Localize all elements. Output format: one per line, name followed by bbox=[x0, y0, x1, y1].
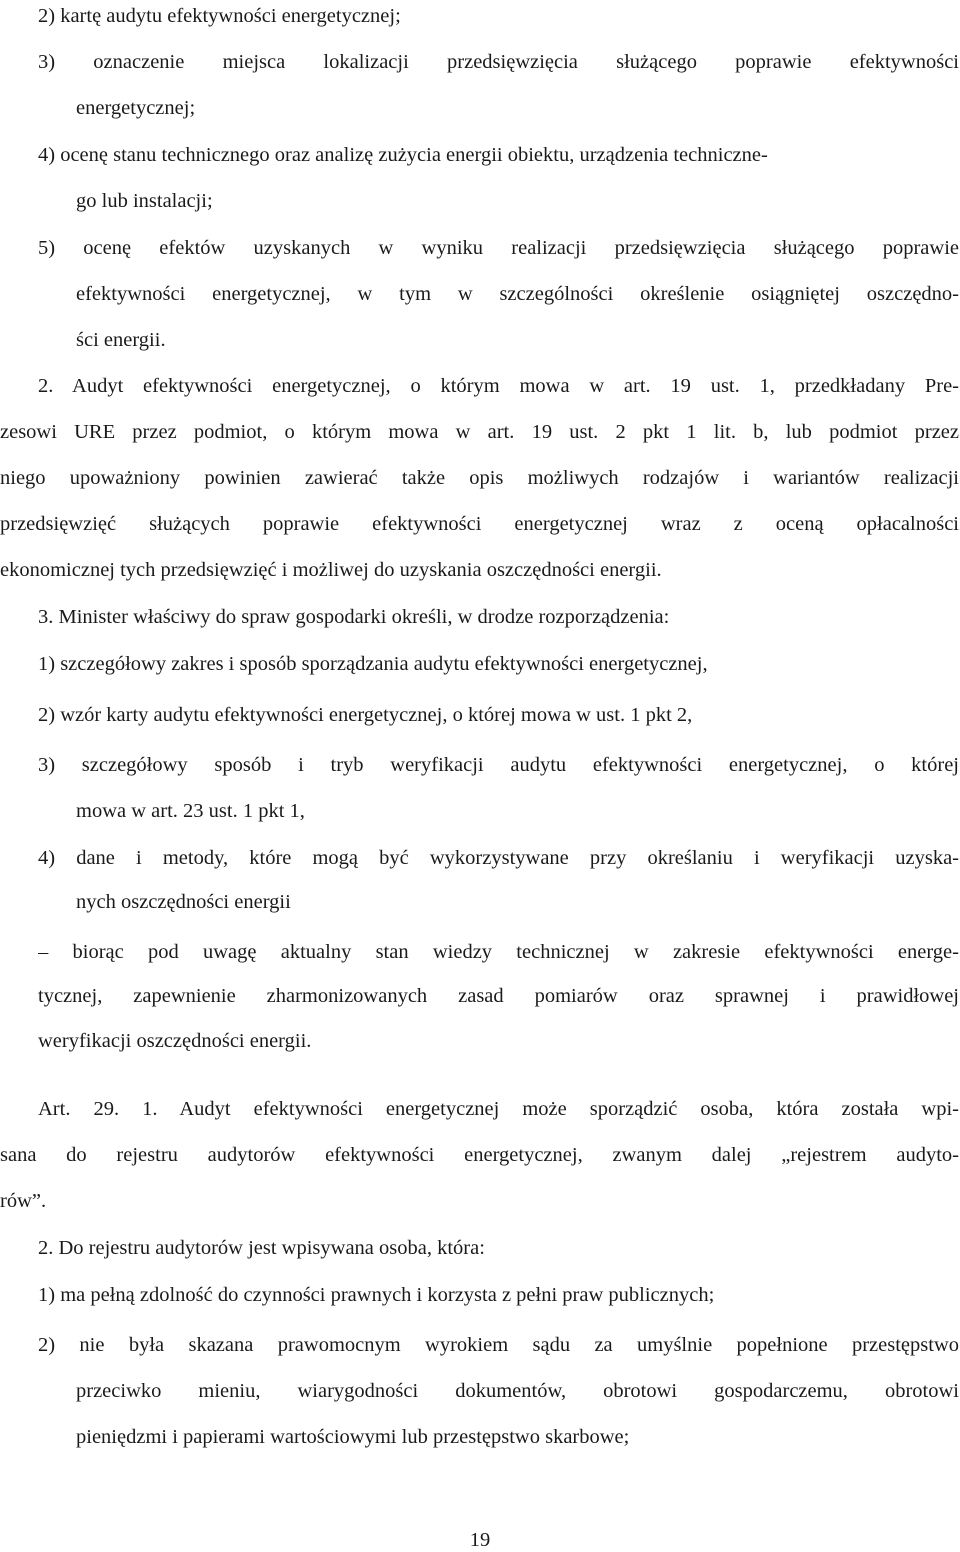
text-line: 2) kartę audytu efektywności energetycznej; bbox=[38, 5, 401, 27]
text-line: tycznej, zapewnienie zharmonizowanych zasad pomiarów oraz sprawnej i prawidłowej bbox=[38, 985, 959, 1007]
text-line: energetycznej; bbox=[76, 97, 196, 119]
text-line: – biorąc pod uwagę aktualny stan wiedzy technicznej w zakresie efektywności energe- bbox=[38, 941, 959, 963]
text-line: nych oszczędności energii bbox=[76, 891, 291, 913]
text-line: go lub instalacji; bbox=[76, 190, 213, 212]
text-line: 2) nie była skazana prawomocnym wyrokiem sądu za umyślnie popełnione przestępstwo bbox=[38, 1334, 959, 1356]
text-line: ekonomicznej tych przedsięwzięć i możliwej do uzyskania oszczędności energii. bbox=[0, 559, 662, 581]
text-line: rów”. bbox=[0, 1190, 47, 1212]
text-line: 3) oznaczenie miejsca lokalizacji przedsięwzięcia służącego poprawie efektywności bbox=[38, 51, 959, 73]
text-line: 1) ma pełną zdolność do czynności prawnych i korzysta z pełni praw publicznych; bbox=[38, 1284, 715, 1306]
text-line: przeciwko mieniu, wiarygodności dokumentów, obrotowi gospodarczemu, obrotowi bbox=[76, 1380, 959, 1402]
text-line: przedsięwzięć służących poprawie efektywności energetycznej wraz z oceną opłacalności bbox=[0, 513, 959, 535]
text-line: 2) wzór karty audytu efektywności energetycznej, o której mowa w ust. 1 pkt 2, bbox=[38, 704, 693, 726]
text-line: zesowi URE przez podmiot, o którym mowa w art. 19 ust. 2 pkt 1 lit. b, lub podmiot przez bbox=[0, 421, 959, 443]
text-line: efektywności energetycznej, w tym w szczególności określenie osiągniętej oszczędno- bbox=[76, 283, 959, 305]
page-number: 19 bbox=[469, 1529, 491, 1551]
text-line: 5) ocenę efektów uzyskanych w wyniku realizacji przedsięwzięcia służącego poprawie bbox=[38, 237, 959, 259]
text-line: 3. Minister właściwy do spraw gospodarki określi, w drodze rozporządzenia: bbox=[38, 606, 670, 628]
text-line: weryfikacji oszczędności energii. bbox=[38, 1030, 312, 1052]
text-line: 2. Audyt efektywności energetycznej, o którym mowa w art. 19 ust. 1, przedkładany Pre- bbox=[38, 375, 959, 397]
text-line: niego upoważniony powinien zawierać także opis możliwych rodzajów i wariantów realizacji bbox=[0, 467, 959, 489]
text-line: pieniędzmi i papierami wartościowymi lub przestępstwo skarbowe; bbox=[76, 1426, 630, 1448]
text-line: 4) ocenę stanu technicznego oraz analizę zużycia energii obiektu, urządzenia techniczne- bbox=[38, 144, 768, 166]
text-line: 3) szczegółowy sposób i tryb weryfikacji audytu efektywności energetycznej, o której bbox=[38, 754, 959, 776]
text-line: mowa w art. 23 ust. 1 pkt 1, bbox=[76, 800, 305, 822]
text-line: ści energii. bbox=[76, 329, 166, 351]
text-line: sana do rejestru audytorów efektywności energetycznej, zwanym dalej „rejestrem audyto- bbox=[0, 1144, 959, 1166]
text-line: 4) dane i metody, które mogą być wykorzystywane przy określaniu i weryfikacji uzyska- bbox=[38, 847, 959, 869]
text-line: 1) szczegółowy zakres i sposób sporządzania audytu efektywności energetycznej, bbox=[38, 653, 708, 675]
text-line: 2. Do rejestru audytorów jest wpisywana osoba, która: bbox=[38, 1237, 485, 1259]
text-line: Art. 29. 1. Audyt efektywności energetycznej może sporządzić osoba, która została wpi- bbox=[38, 1098, 959, 1120]
